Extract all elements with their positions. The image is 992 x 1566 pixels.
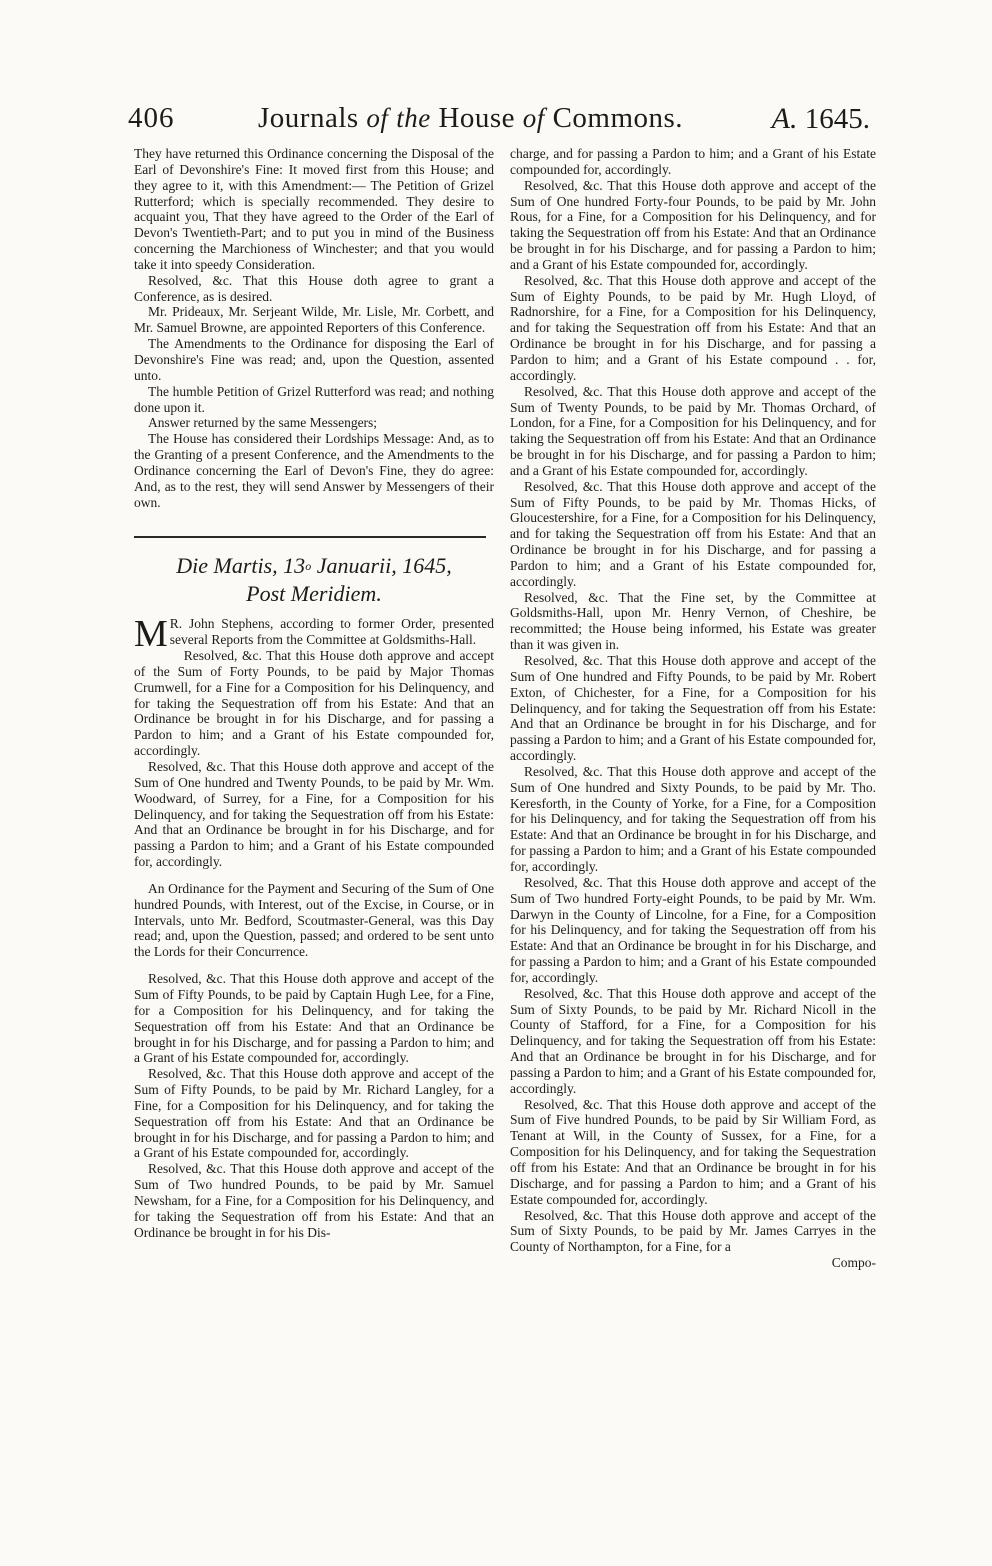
- resolution-nicoll: Resolved, &c. That this House doth approve and accept of the Sum of Sixty Pounds, to be paid by Mr. Richard Nicoll in the County of Stafford, for a Fine, for a Composition for his Delinquency, and for taking the Sequestration off from his Estate: And that an Ordinance be brought in for his Discharge, and for passing a Pardon to him; and a Grant of his Estate compounded for, accordingly.: [510, 985, 876, 1096]
- resolution-woodward: Resolved, &c. That this House doth approve and accept of the Sum of One hundred and Twenty Pounds, to be paid by Mr. Wm. Woodward, of Surrey, for a Fine, for a Composition for his Delinquency, and for taking the Sequestration off from his Estate: And that an Ordinance be brought in for his Discharge, and for passing a Pardon to him; and a Grant of his Estate compounded for, accordingly.: [134, 759, 494, 870]
- resolution-carryes: Resolved, &c. That this House doth approve and accept of the Sum of Sixty Pounds, to be paid by Mr. James Carryes in the County of Northampton, for a Fine, for a: [510, 1207, 876, 1255]
- answer-returned: Answer returned by the same Messengers;: [148, 415, 378, 431]
- resolution-rous: Resolved, &c. That this House doth approve and accept of the Sum of One hundred Forty-four Pounds, to be paid by Mr. John Rous, for a Fine, for a Composition for his Delinquency, and for taking the Sequestration off from his Estate: And that an Ordinance be brought in for his Discharge, and for passing a Pardon to him; and a Grant of his Estate compounded for, accordingly.: [510, 177, 876, 272]
- resolution-keresforth: Resolved, &c. That this House doth approve and accept of the Sum of One hundred and Sixty Pounds, to be paid by Mr. Tho. Keresforth, in the County of Yorke, for a Fine, for a Composition for his Delinquency, and for taking the Sequestration off from his Estate: And that an Ordinance be brought in for his Discharge, and for passing a Pardon to him; and a Grant of his Estate compounded for, accordingly.: [510, 763, 876, 874]
- resolution-ford: Resolved, &c. That this House doth approve and accept of the Sum of Five hundred Pounds, to be paid by Sir William Ford, as Tenant at Will, in the County of Sussex, for a Fine, for a Composition for his Delinquency, and for taking the Sequestration off from his Estate: And that an Ordinance be brought in for his Discharge, and for passing a Pardon to him; and a Grant of his Estate compounded for, accordingly.: [510, 1096, 876, 1207]
- resolution-conference: Resolved, &c. That this House doth agree to grant a Conference, as is desired.: [134, 272, 494, 304]
- stephens-report: M R. John Stephens, according to former Order, presented several Reports from the Committee at Goldsmiths-Hall.: [134, 613, 494, 656]
- resolution-newsham: Resolved, &c. That this House doth approve and accept of the Sum of Two hundred Pounds, to be paid by Mr. Samuel Newsham, for a Fine, for a Composition for his Delinquency, and for taking the Sequestration off from his Estate: And that an Ordinance be brought in for his Dis-: [134, 1161, 494, 1240]
- resolution-darwyn: Resolved, &c. That this House doth approve and accept of the Sum of Two hundred Forty-eight Pounds, to be paid by Mr. Wm. Darwyn in the County of Lincolne, for a Fine, for a Composition for his Delinquency, and for taking the Sequestration off from his Estate: And that an Ordinance be brought in for his Discharge, and for passing a Pardon to him; and a Grant of his Estate compounded for, accordingly.: [510, 874, 876, 985]
- resolution-vernon: Resolved, &c. That the Fine set, by the Committee at Goldsmiths-Hall, upon Mr. Henry Vernon, of Cheshire, be recommitted; the House being informed, his Estate was greater than it was given in.: [510, 589, 876, 653]
- amendments-read: The Amendments to the Ordinance for disposing the Earl of Devonshire's Fine was read; and, upon the Question, assented unto.: [134, 336, 494, 383]
- journal-title: Journals of the House of Commons.: [258, 102, 684, 134]
- drop-cap: M: [134, 613, 168, 656]
- house-considered: The House has considered their Lordships Message: And, as to the Granting of a present Conference, and the Amendments to the Ordinance concerning the Earl of Devon's Fine, they do agree: And, as to the rest, they will send Answer by Messengers of their own.: [134, 431, 494, 510]
- reporters-appointed: Mr. Prideaux, Mr. Serjeant Wilde, Mr. Lisle, Mr. Corbett, and Mr. Samuel Browne, are appointed Reporters of this Conference.: [134, 304, 494, 336]
- right-column: [510, 146, 876, 1271]
- section-divider: [134, 536, 486, 538]
- petition-read: The humble Petition of Grizel Rutterford was read; and nothing done upon it.: [134, 383, 494, 415]
- resolution-hicks: Resolved, &c. That this House doth approve and accept of the Sum of Fifty Pounds, to be paid by Mr. Thomas Hicks, of Gloucestershire, for a Fine, for a Composition for his Delinquency, and for taking the Sequestration off from his Estate: And that an Ordinance be brought in for his Discharge, and for passing a Pardon to him; and a Grant of his Estate compounded for, accordingly.: [510, 478, 876, 589]
- running-header: [128, 102, 870, 152]
- lords-message-text: They have returned this Ordinance concerning the Disposal of the Earl of Devonshire's Fine: It moved first from this House; and they agree to it, with this Amendment:— The Petition of Grizel Rutterford; which is specially recommended. They desire to acquaint you, That they have agreed to the Order of the Earl of Devon's Twentieth-Part; and to put you in mind of the Business concerning the Marchioness of Winchester; and that you would take it into speedy Consideration.: [134, 146, 494, 272]
- header-year: A. 1645.: [771, 102, 870, 135]
- continued-text: charge, and for passing a Pardon to him; and a Grant of his Estate compounded for, accordingly.: [510, 146, 876, 177]
- left-column: [134, 146, 494, 1240]
- resolution-orchard: Resolved, &c. That this House doth approve and accept of the Sum of Twenty Pounds, to be paid by Mr. Thomas Orchard, of London, for a Fine, for a Composition for his Delinquency, and for taking the Sequestration off from his Estate: And that an Ordinance be brought in for his Discharge, and for passing a Pardon to him; and a Grant of his Estate compounded for, accordingly.: [510, 383, 876, 478]
- resolution-langley: Resolved, &c. That this House doth approve and accept of the Sum of Fifty Pounds, to be paid by Mr. Richard Langley, for a Fine, for a Composition for his Delinquency, and for taking the Sequestration off from his Estate: And that an Ordinance be brought in for his Discharge, and for passing a Pardon to him; and a Grant of his Estate compounded for, accordingly.: [134, 1066, 494, 1161]
- page-number: 406: [128, 102, 175, 134]
- catchword: Compo-: [831, 1255, 876, 1271]
- session-heading: Die Martis, 13$^o$ Januarii, 1645, Post Meridiem.: [176, 553, 452, 607]
- resolution-lee: Resolved, &c. That this House doth approve and accept of the Sum of Fifty Pounds, to be paid by Captain Hugh Lee, for a Fine, for a Composition for his Delinquency, and for taking the Sequestration off from his Estate: And that an Ordinance be brought in for his Discharge, and for passing a Pardon to him; and a Grant of his Estate compounded for, accordingly.: [134, 971, 494, 1066]
- ordinance-bedford: An Ordinance for the Payment and Securing of the Sum of One hundred Pounds, with Interest, out of the Excise, in Course, or in Intervals, unto Mr. Bedford, Scoutmaster-General, was this Day read; and, upon the Question, passed; and ordered to be sent unto the Lords for their Concurrence.: [134, 880, 494, 960]
- resolution-lloyd: Resolved, &c. That this House doth approve and accept of the Sum of Eighty Pounds, to be paid by Mr. Hugh Lloyd, of Radnorshire, for a Fine, for a Composition for his Delinquency, and for taking the Sequestration off from his Estate: And that an Ordinance be brought in for his Discharge, and for passing a Pardon to him; and a Grant of his Estate compound . . for, accordingly.: [510, 272, 876, 383]
- resolution-crumwell: Resolved, &c. That this House doth approve and accept of the Sum of Forty Pounds, to be paid by Major Thomas Crumwell, for a Fine for a Composition for his Delinquency, and for taking the Sequestration off from his Estate: And that an Ordinance be brought in for his Discharge, and for passing a Pardon to him; and a Grant of his Estate compounded for, accordingly.: [134, 648, 494, 759]
- resolution-exton: Resolved, &c. That this House doth approve and accept of the Sum of One hundred and Fifty Pounds, to be paid by Mr. Robert Exton, of Chichester, for a Fine, for a Composition for his Delinquency, and for taking the Sequestration off from his Estate: And that an Ordinance be brought in for his Discharge, and for passing a Pardon to him; and a Grant of his Estate compounded for, accordingly.: [510, 653, 876, 764]
